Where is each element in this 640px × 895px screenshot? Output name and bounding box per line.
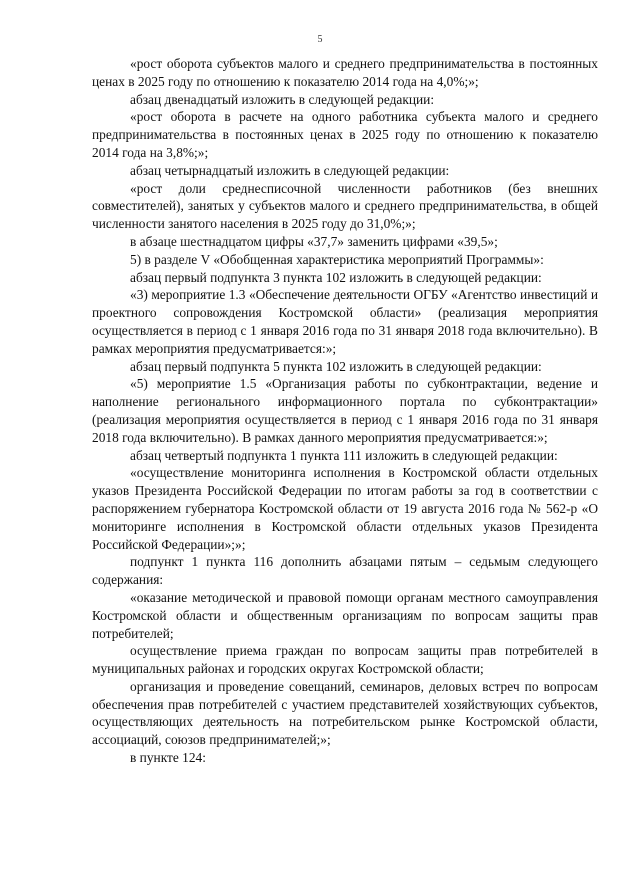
paragraph: в абзаце шестнадцатом цифры «37,7» заменить цифрами «39,5»; <box>130 233 498 249</box>
document-body <box>92 55 598 767</box>
paragraph: «3) мероприятие 1.3 «Обеспечение деятельности ОГБУ «Агентство инвестиций и проектного сопровождения Костромской области» (реализация мероприятия осуществляется в период с 1 января 2016 года по 31 января 2018 года включительно). В рамках мероприятия предусматривается:»; <box>92 287 598 356</box>
paragraph: абзац четырнадцатый изложить в следующей редакции: <box>130 162 450 178</box>
paragraph: абзац четвертый подпункта 1 пункта 111 изложить в следующей редакции: <box>130 447 558 463</box>
page-number: 5 <box>317 34 323 45</box>
paragraph: «рост доли среднесписочной численности работников (без внешних совместителей), занятых у субъектов малого и среднего предпринимательства, в общей численности занятого населения в 2025 году до 31,0%;»; <box>92 180 598 232</box>
paragraph: организация и проведение совещаний, семинаров, деловых встреч по вопросам обеспечения прав потребителей с участием представителей хозяйствующих субъектов, осуществляющих деятельность на потребительском рынке Костромской области, ассоциаций, союзов предпринимателей;»; <box>92 678 598 748</box>
paragraph: абзац первый подпункта 3 пункта 102 изложить в следующей редакции: <box>130 269 542 285</box>
paragraph: «5) мероприятие 1.5 «Организация работы по субконтрактации, ведение и наполнение регионального информационного портала по субконтрактации» (реализация мероприятия осуществляется в период с 1 января 2016 года по 31 января 2018 года включительно). В рамках данного мероприятия предусматривается:»; <box>92 376 598 445</box>
paragraph: подпункт 1 пункта 116 дополнить абзацами пятым – седьмым следующего содержания: <box>92 554 598 588</box>
paragraph: «рост оборота в расчете на одного работника субъекта малого и среднего предпринимательства в постоянных ценах в 2025 году по отношению к показателю 2014 года на 3,8%;»; <box>92 109 598 160</box>
paragraph: в пункте 124: <box>130 750 206 766</box>
paragraph: «рост оборота субъектов малого и среднего предпринимательства в постоянных ценах в 2025 году по отношению к показателю 2014 года на 4,0%;»; <box>92 56 598 89</box>
paragraph: «оказание методической и правовой помощи органам местного самоуправления Костромской области и общественным организациям по вопросам защиты прав потребителей; <box>92 589 598 641</box>
paragraph: абзац двенадцатый изложить в следующей редакции: <box>130 91 435 107</box>
paragraph: осуществление приема граждан по вопросам защиты прав потребителей в муниципальных районах и городских округах Костромской области; <box>92 643 598 677</box>
paragraph: 5) в разделе V «Обобщенная характеристика мероприятий Программы»: <box>130 251 544 267</box>
paragraph: «осуществление мониторинга исполнения в Костромской области отдельных указов Президента Российской Федерации по итогам работы за год в соответствии с распоряжением губернатора Костромской области от 19 августа 2016 года № 562-р «О мониторинге исполнения в Костромской области отдельных указов Президента Российской Федерации»;»; <box>92 465 598 552</box>
paragraph: абзац первый подпункта 5 пункта 102 изложить в следующей редакции: <box>130 358 542 374</box>
